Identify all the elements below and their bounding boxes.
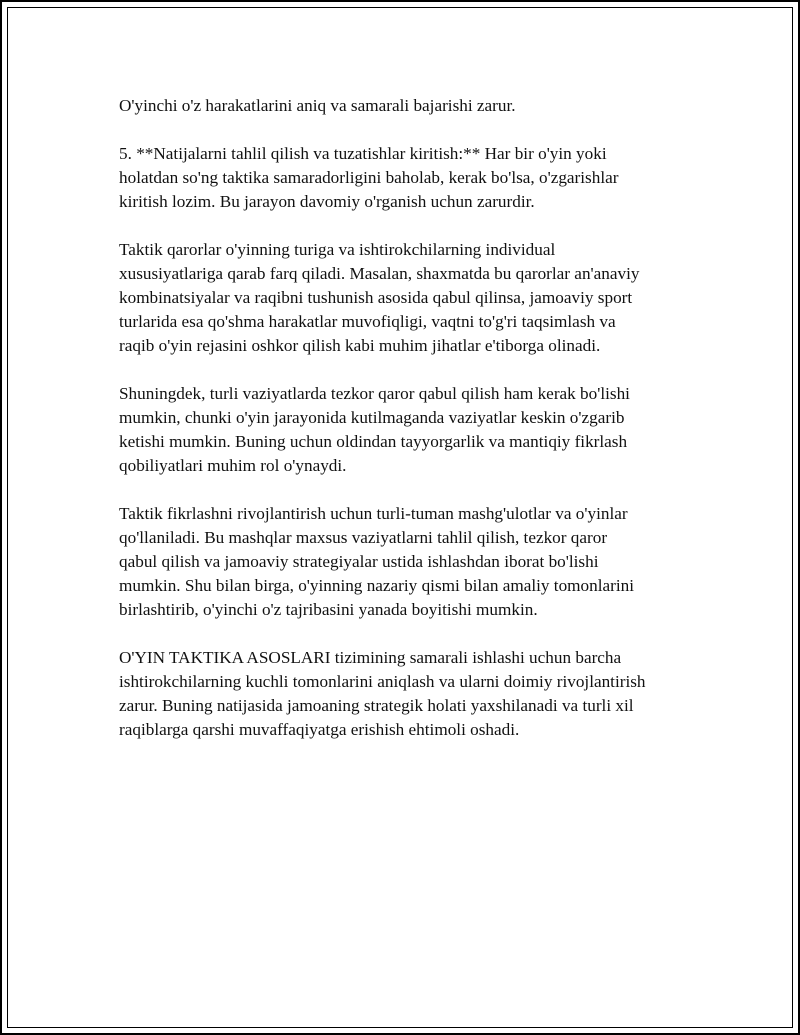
document-body: [119, 94, 699, 766]
paragraph-5: Taktik fikrlashni rivojlantirish uchun turli-tuman mashg'ulotlar va o'yinlar qo'llaniladi. Bu mashqlar maxsus vaziyatlarni tahlil qilish, tezkor qaror qabul qilish va jamoaviy strategiyalar ustida ishlashdan iborat bo'lishi mumkin. Shu bilan birga, o'yinning nazariy qismi bilan amaliy tomonlarini birlashtirib, o'yinchi o'z tajribasini yanada boyitishi mumkin.: [119, 504, 634, 619]
paragraph-2: 5. **Natijalarni tahlil qilish va tuzatishlar kiritish:** Har bir o'yin yoki holatdan so'ng taktika samaradorligini baholab, kerak bo'lsa, o'zgarishlar kiritish lozim. Bu jarayon davomiy o'rganish uchun zarurdir.: [119, 144, 619, 211]
paragraph-3: Taktik qarorlar o'yinning turiga va ishtirokchilarning individual xususiyatlariga qarab farq qiladi. Masalan, shaxmatda bu qarorlar an'anaviy kombinatsiyalar va raqibni tushunish asosida qabul qilinsa, jamoaviy sport turlarida esa qo'shma harakatlar muvofiqligi, vaqtni to'g'ri taqsimlash va raqib o'yin rejasini oshkor qilish kabi muhim jihatlar e'tiborga olinadi.: [119, 240, 640, 355]
paragraph-4: Shuningdek, turli vaziyatlarda tezkor qaror qabul qilish ham kerak bo'lishi mumkin, chunki o'yin jarayonida kutilmaganda vaziyatlar keskin o'zgarib ketishi mumkin. Buning uchun oldindan tayyorgarlik va mantiqiy fikrlash qobiliyatlari muhim rol o'ynaydi.: [119, 384, 630, 475]
paragraph-1: O'yinchi o'z harakatlarini aniq va samarali bajarishi zarur.: [119, 96, 516, 115]
paragraph-6: O'YIN TAKTIKA ASOSLARI tizimining samarali ishlashi uchun barcha ishtirokchilarning kuchli tomonlarini aniqlash va ularni doimiy rivojlantirish zarur. Buning natijasida jamoaning strategik holati yaxshilanadi va turli xil raqiblarga qarshi muvaffaqiyatga erishish ehtimoli oshadi.: [119, 648, 646, 739]
